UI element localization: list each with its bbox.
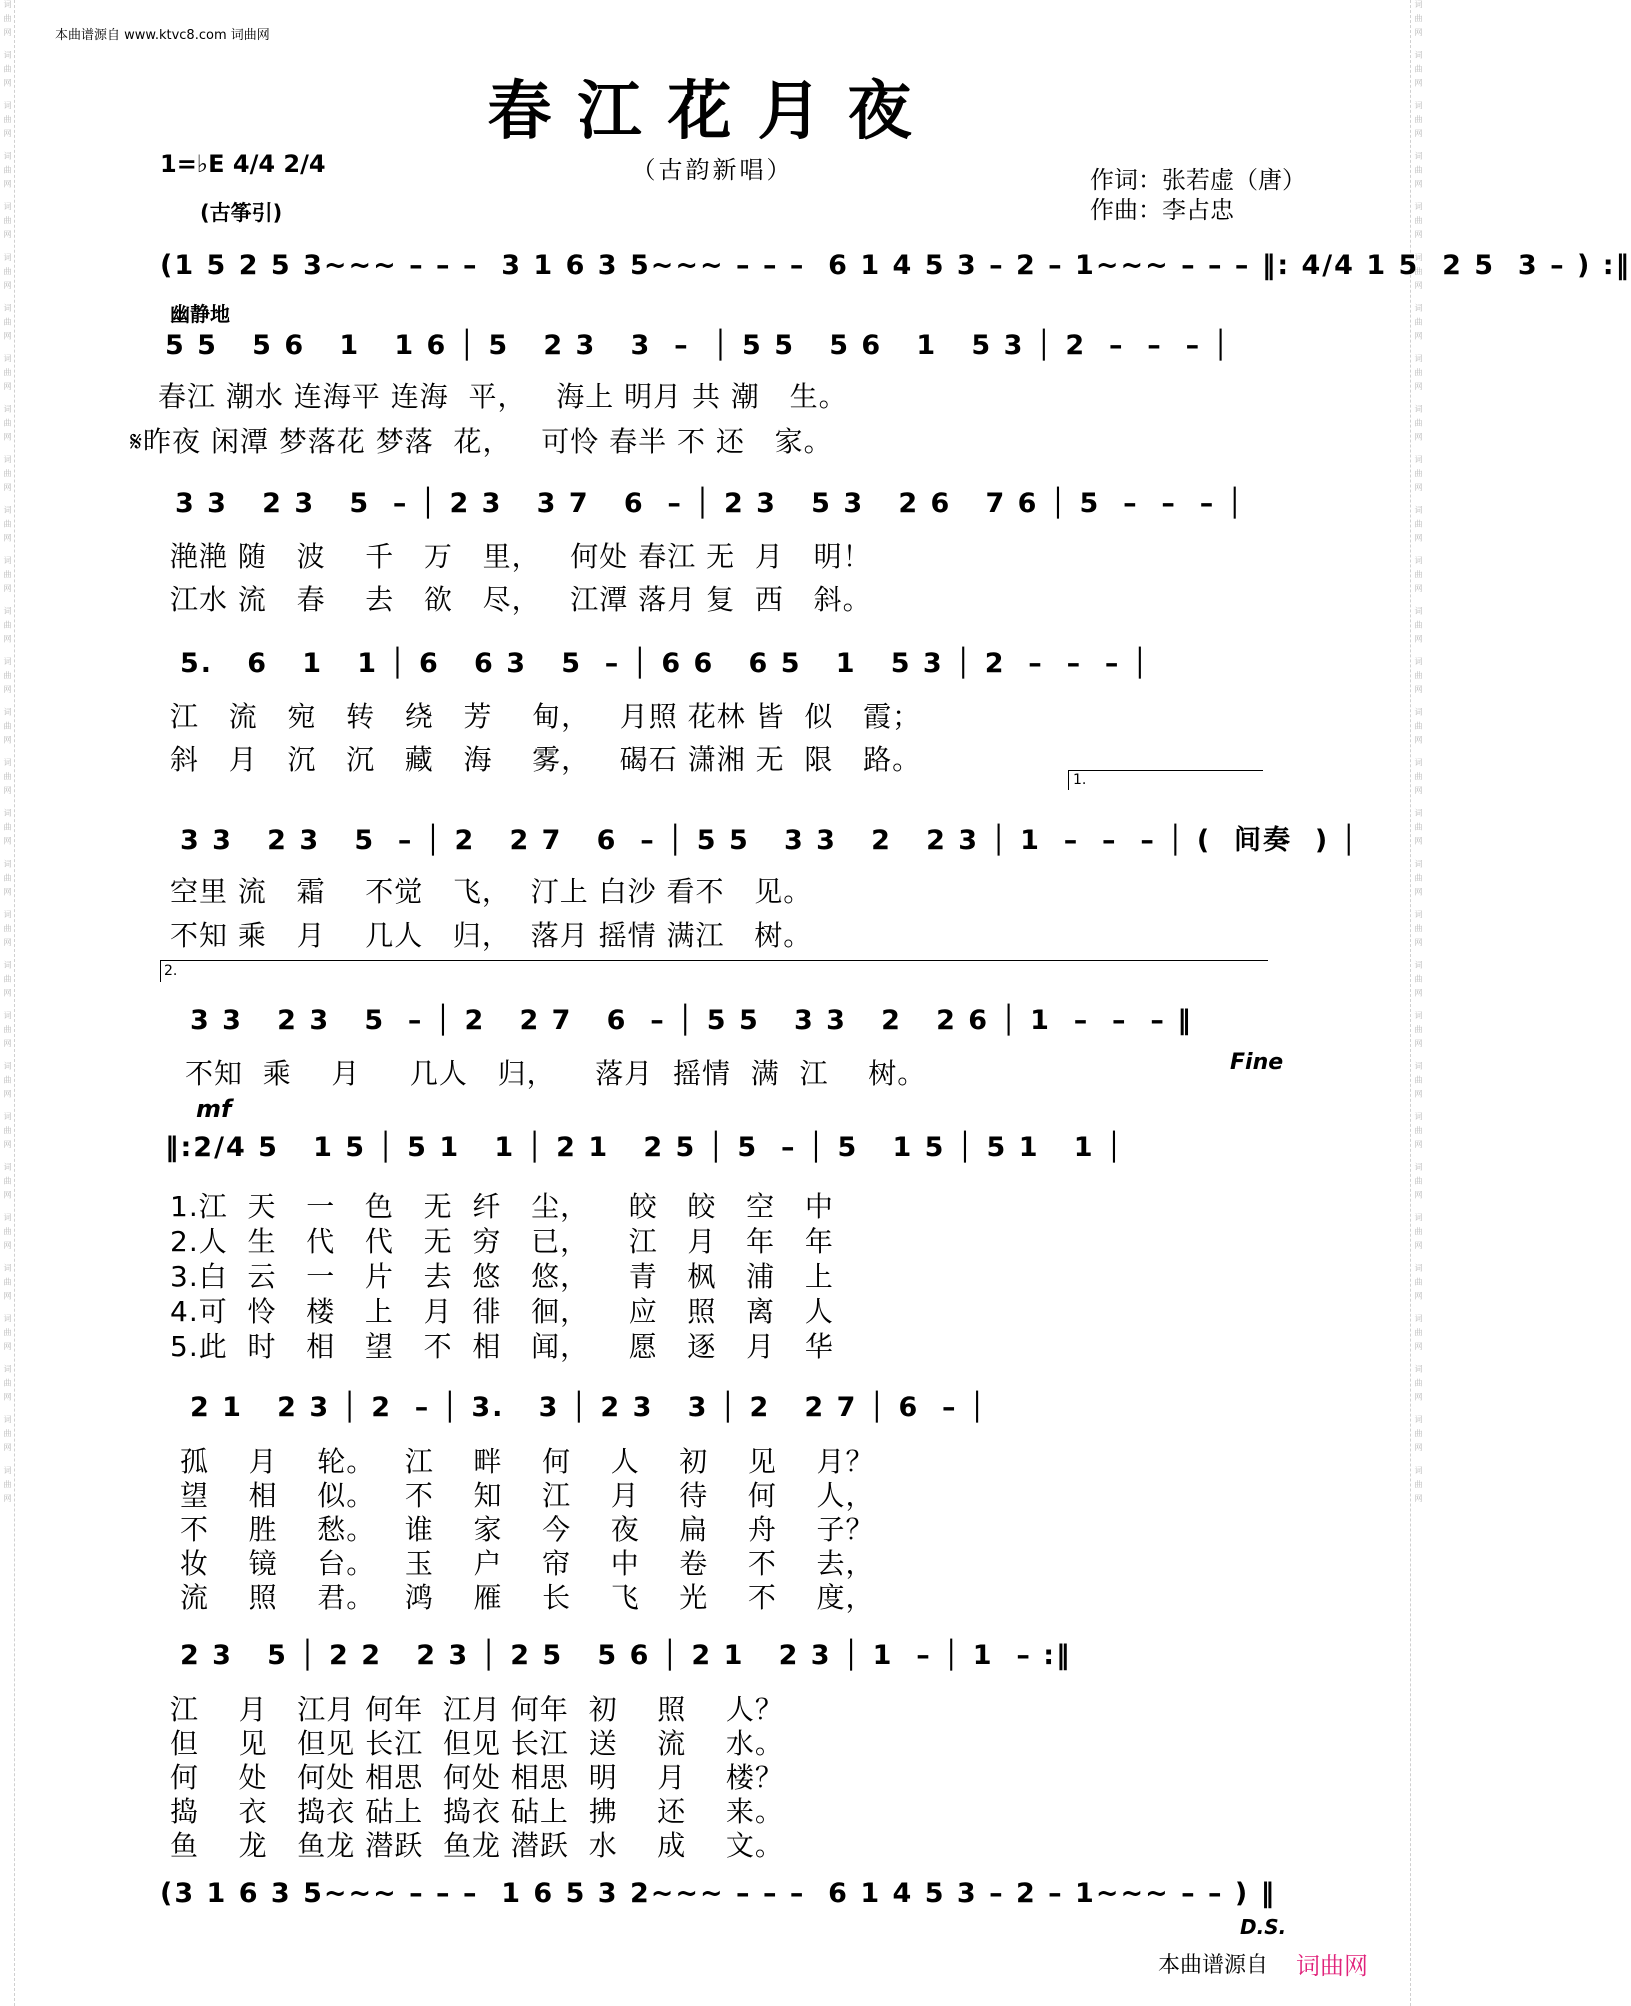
verse-6-5: 5.此 时 相 望 不 相 闻， 愿 逐 月 华 (170, 1330, 834, 1363)
lyric-line-2a: 滟滟 随 波 千 万 里， 何处 春江 无 月 明！ (170, 540, 872, 573)
verse-8-3: 何 处 何处 相思 何处 相思 明 月 楼？ (170, 1761, 784, 1794)
lyric-line-3b: 斜 月 沉 沉 藏 海 雾， 碣石 潇湘 无 限 路。 (170, 743, 922, 776)
music-line-4: 3 3 2 3 5 – │ 2 2 7 6 – │ 5 5 3 3 2 2 3 │ 1 – – – │ ( 间奏 ) │ (180, 825, 1359, 856)
verse-7-2: 望 相 似。 不 知 江 月 待 何 人， (180, 1479, 875, 1512)
verse-7-3: 不 胜 愁。 谁 家 今 夜 扁 舟 子？ (180, 1513, 875, 1546)
music-line-8: 2 3 5 │ 2 2 2 3 │ 2 5 5 6 │ 2 1 2 3 │ 1 – │ 1 – :‖ (180, 1640, 1072, 1671)
verse-6-3: 3.白 云 一 片 去 悠 悠， 青 枫 浦 上 (170, 1260, 834, 1293)
lyricist: 作词：张若虚（唐） (1090, 166, 1306, 194)
verse-6-4: 4.可 怜 楼 上 月 徘 徊， 应 照 离 人 (170, 1295, 834, 1328)
verse-7-1: 孤 月 轮。 江 畔 何 人 初 见 月？ (180, 1445, 875, 1478)
page-title: 春江花月夜 (487, 75, 938, 149)
intro-label: (古筝引) (200, 201, 283, 225)
music-line-5: 3 3 2 3 5 – │ 2 2 7 6 – │ 5 5 3 3 2 2 6 │ 1 – – – ‖ (190, 1005, 1193, 1036)
lyric-line-1b: 𝄋昨夜 闲潭 梦落花 梦落 花， 可怜 春半 不 还 家。 (130, 425, 833, 458)
outro-music-line: (3 1 6 3 5~~~ – – – 1 6 5 3 2~~~ – – – 6 1 4 5 3 – 2 – 1~~~ – – ) ‖ (160, 1878, 1277, 1909)
verse-6-2: 2.人 生 代 代 无 穷 已， 江 月 年 年 (170, 1225, 834, 1258)
lyric-line-5: 不知 乘 月 几人 归， 落月 摇情 满 江 树。 (185, 1057, 927, 1090)
volta-1: 1. (1073, 772, 1087, 788)
fine-marker: Fine (1230, 1050, 1284, 1075)
lyric-line-4a: 空里 流 霜 不觉 飞， 汀上 白沙 看不 见。 (170, 875, 813, 908)
right-watermark-strip: 词曲网 词曲网 词曲网 词曲网 词曲网 词曲网 词曲网 词曲网 词曲网 词曲网 词曲网 词曲网 词曲网 词曲网 词曲网 词曲网 词曲网 词曲网 词曲网 词曲网 词曲网 词曲网 词曲网 词曲网 词曲网 词曲网 词曲网 词曲网 词曲网 词曲网 (1410, 0, 1425, 2006)
lyric-line-2b: 江水 流 春 去 欲 尽， 江潭 落月 复 西 斜。 (170, 583, 872, 616)
intro-music-line: (1 5 2 5 3~~~ – – – 3 1 6 3 5~~~ – – – 6 1 4 5 3 – 2 – 1~~~ – – – ‖: 4/4 1 5 2 5 3 – ) :‖ (160, 250, 1631, 281)
footer-site-link[interactable]: 词曲网 (1296, 1952, 1368, 1980)
music-line-2: 3 3 2 3 5 – │ 2 3 3 7 6 – │ 2 3 5 3 2 6 7 6 │ 5 – – – │ (175, 488, 1245, 519)
dynamic-mf: mf (196, 1095, 232, 1123)
watermark-text: 词曲网 (3, 0, 12, 42)
volta-2: 2. (164, 963, 178, 979)
header-source: 本曲谱源自 www.ktvc8.com 词曲网 (55, 28, 270, 43)
music-line-6: ‖:2/4 5 1 5 │ 5 1 1 │ 2 1 2 5 │ 5 – │ 5 1 5 │ 5 1 1 │ (165, 1132, 1125, 1163)
music-line-1: 5 5 5 6 1 1 6 │ 5 2 3 3 – │ 5 5 5 6 1 5 3 │ 2 – – – │ (165, 330, 1231, 361)
left-watermark-strip: 词曲网 词曲网 词曲网 词曲网 词曲网 词曲网 词曲网 词曲网 词曲网 词曲网 词曲网 词曲网 词曲网 词曲网 词曲网 词曲网 词曲网 词曲网 词曲网 词曲网 词曲网 词曲网 词曲网 词曲网 词曲网 词曲网 词曲网 词曲网 词曲网 词曲网 (0, 0, 15, 2006)
footer-source: 本曲谱源自 (1158, 1953, 1269, 1978)
verse-8-2: 但 见 但见 长江 但见 长江 送 流 水。 (170, 1727, 784, 1760)
ds-marker: D.S. (1240, 1915, 1287, 1939)
verse-8-5: 鱼 龙 鱼龙 潜跃 鱼龙 潜跃 水 成 文。 (170, 1829, 784, 1862)
verse-7-5: 流 照 君。 鸿 雁 长 飞 光 不 度， (180, 1581, 875, 1614)
lyric-line-3a: 江 流 宛 转 绕 芳 甸， 月照 花林 皆 似 霞； (170, 700, 922, 733)
music-line-7: 2 1 2 3 │ 2 – │ 3. 3 │ 2 3 3 │ 2 2 7 │ 6 – │ (190, 1392, 988, 1423)
verse-8-1: 江 月 江月 何年 江月 何年 初 照 人？ (170, 1693, 784, 1726)
verse-6-1: 1.江 天 一 色 无 纤 尘， 皎 皎 空 中 (170, 1190, 834, 1223)
mood-label: 幽静地 (170, 302, 230, 326)
lyric-line-1a: 春江 潮水 连海平 连海 平， 海上 明月 共 潮 生。 (158, 380, 848, 413)
composer: 作曲：李占忠 (1090, 196, 1234, 224)
subtitle: （古韵新唱） (631, 156, 794, 184)
verse-7-4: 妆 镜 台。 玉 户 帘 中 卷 不 去， (180, 1547, 875, 1580)
key-signature: 1=♭E 4/4 2/4 (160, 150, 326, 178)
verse-8-4: 捣 衣 捣衣 砧上 捣衣 砧上 拂 还 来。 (170, 1795, 784, 1828)
music-line-3: 5. 6 1 1 │ 6 6 3 5 – │ 6 6 6 5 1 5 3 │ 2 – – – │ (180, 648, 1151, 679)
lyric-line-4b: 不知 乘 月 几人 归， 落月 摇情 满江 树。 (170, 919, 813, 952)
